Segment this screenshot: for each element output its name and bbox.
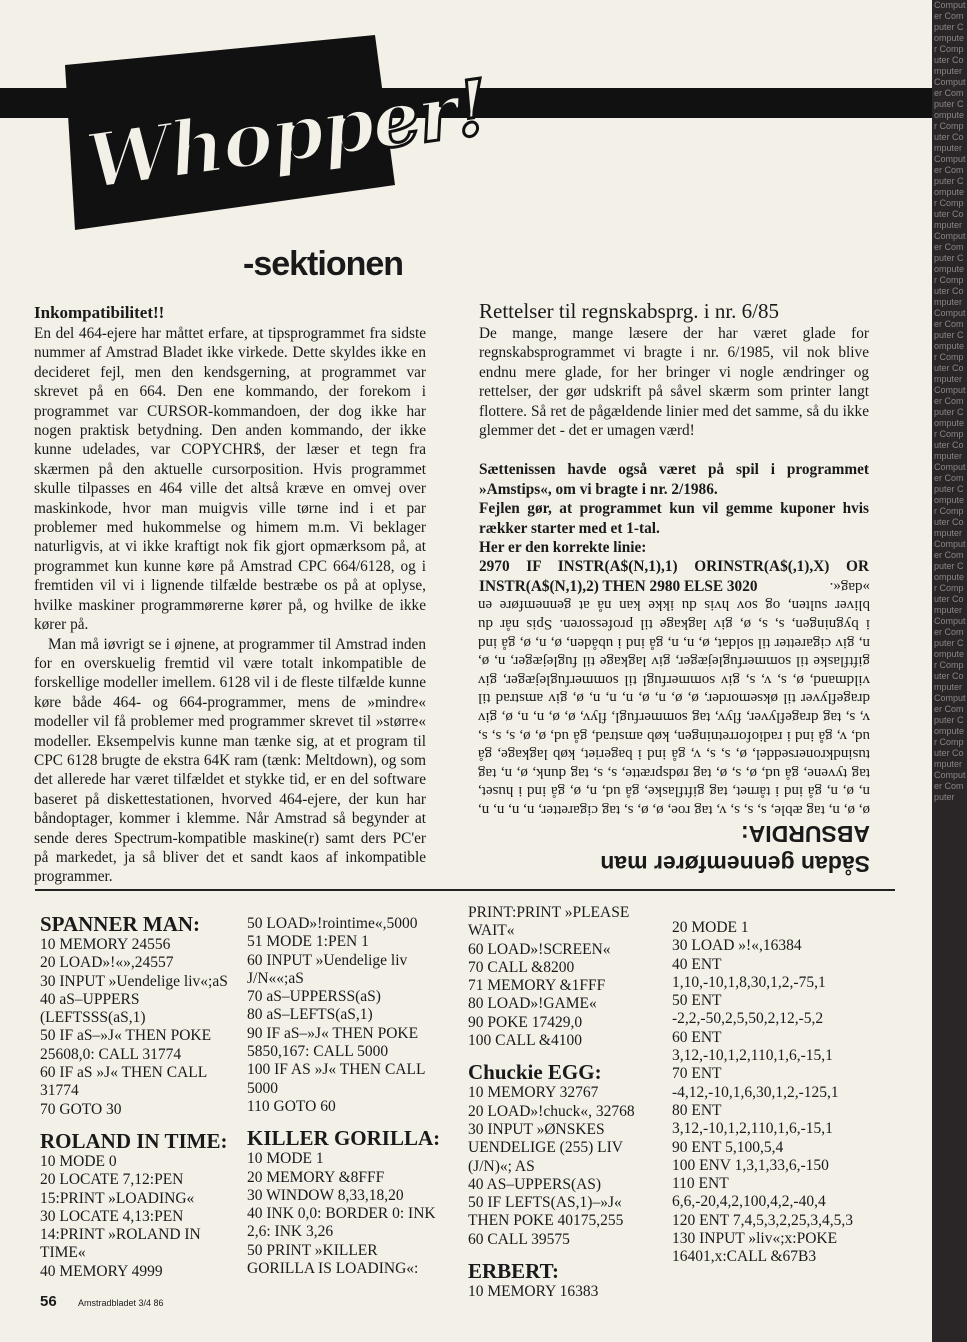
code-line: 100 IF AS »J« THEN CALL 5000	[247, 1061, 425, 1097]
program-title: ERBERT:	[468, 1259, 560, 1284]
code-line: 110 ENT 6,6,-20,4,2,100,4,2,-40,4	[672, 1175, 826, 1211]
right-article-title: Rettelser til regnskabsprg. i nr. 6/85	[479, 299, 779, 323]
code-line: 20 MEMORY &8FFF	[247, 1168, 385, 1186]
right-article-paragraph: De mange, mange læsere der har været glade for regnskabsprogrammet vi bragte i nr. 6/1985, vil nok blive endnu mere glade, for her bringer vi nogle ændringer og rettelser, der gør udskrift på såvel skærm som printer langt flottere. Så ret de pågældende linier med det samme, så du ikke glemmer det - det er umagen værd!	[479, 325, 869, 440]
program-column-1	[40, 912, 236, 1281]
code-line: 100 ENV 1,3,1,33,6,-150	[672, 1156, 829, 1174]
code-line: 60 LOAD»!SCREEN«	[468, 940, 611, 958]
code-line: 40 AS–UPPERS(AS)	[468, 1175, 602, 1193]
whopper-logo	[55, 35, 493, 230]
code-line: 60 IF aS »J« THEN CALL 31774	[40, 1064, 207, 1100]
program-column-3	[468, 904, 664, 1301]
upside-down-solution	[478, 577, 870, 879]
code-line: 60 INPUT »Uendelige liv J/N««;aS	[247, 951, 408, 987]
right-article	[479, 298, 869, 596]
code-line: 50 IF aS–»J« THEN POKE 25608,0: CALL 31774	[40, 1027, 212, 1063]
code-line: 130 INPUT »liv«;x:POKE 16401,x:CALL &67B3	[672, 1230, 838, 1266]
program-title: Chuckie EGG:	[468, 1060, 602, 1085]
code-line: 51 MODE 1:PEN 1	[247, 933, 369, 951]
logo-title: Whopper!	[80, 62, 493, 207]
code-line: 71 MEMORY &1FFF	[468, 977, 606, 995]
code-line: 60 CALL 39575	[468, 1230, 570, 1248]
code-line: 80 LOAD»!GAME«	[468, 995, 597, 1013]
correction-note: Her er den korrekte linie:	[479, 539, 647, 557]
code-line: 110 GOTO 60	[247, 1097, 336, 1115]
code-line: 30 LOCATE 4,13:PEN 14:PRINT »ROLAND IN TIME«	[40, 1207, 201, 1262]
program-title: KILLER GORILLA:	[247, 1126, 441, 1151]
code-line: 80 aS–LEFTS(aS,1)	[247, 1006, 373, 1024]
program-title: SPANNER MAN:	[40, 912, 201, 936]
code-line: 50 LOAD»!rointime«,5000	[247, 915, 418, 932]
correction-note: Sættenissen havde også været på spil i programmet »Amstips«, om vi bragte i nr. 2/1986.	[479, 461, 869, 498]
code-line: 30 INPUT »ØNSKES UENDELIGE (255) LIV (J/N)«; AS	[468, 1120, 623, 1175]
correction-code: 2970 IF INSTR(A$(N,1),1) ORINSTR(A$(,1),X) OR INSTR(A$(N,1),2) THEN 2980 ELSE 3020	[479, 558, 869, 595]
code-line: 70 GOTO 30	[40, 1100, 122, 1118]
code-line: 50 PRINT »KILLER GORILLA IS LOADING«:	[247, 1241, 419, 1278]
correction-note: Fejlen gør, at programmet kun vil gemme kuponer hvis rækker starter med et 1-tal.	[479, 500, 869, 537]
code-line: 70 aS–UPPERSS(aS)	[247, 988, 381, 1006]
code-line: 50 IF LEFTS(AS,1)–»J« THEN POKE 40175,255	[468, 1194, 624, 1230]
code-line: 30 WINDOW 8,33,18,20	[247, 1186, 404, 1204]
code-line: 10 MEMORY 16383	[468, 1283, 599, 1301]
code-line: 20 MODE 1	[672, 919, 749, 936]
code-line: 10 MEMORY 24556	[40, 936, 171, 953]
left-article-paragraph: En del 464-ejere har måttet erfare, at tipsprogrammet fra sidste nummer af Amstrad Bladet ikke virkede. Dette skyldes ikke en decideret fejl, men den kendsgerning, at programmet var skrevet på en 664. Den ene kommando, der forekom i programmet var CURSOR-kommandoen, der dog ikke har nogen praktisk betydning. Den anden kommando, der ikke kunne udelades, var COPYCHR$, der læser et tegn fra skærmen på den aktuelle cursorposition. Hvis programmet skulle tilpasses en 464 ville det altså kræve en omvej over maskinkode, hvor man muigvis ville tørne ind i et par problemer med hukommelse og himem m.m. Vi beklager naturligvis, at vi ikke kraftigt nok fik gjort opmærksom på, at programmet kun kunne køre på Amstrad CPC 664/6128, og i fremtiden vil vi i lignende tilfælde bestræbe os på at oplyse, hvilke maskiner programmørerne kører på, og hvilke de ikke kører på.	[34, 325, 426, 634]
solution-text: ø, ø, n, tag æble, s, s, s, v, tag roe, ø, ø, s, tag cigaretter, n, n, n, n, n, ø, n, gå ind i tårnet, tag giftflaske, gå ud, n, ø, gå ind i huset, tag tyvene, gå ud, ø, s, ø, tag rødsprætte, s, s, tag dunk, ø, n, tag tusindkronerseddel, ø, s, s, v, gå ind i bageriet, køb lagkage, gå ud, v, gå ind i radioforretningen, køb amstrad, gå ud, ø, ø, s, s, s, v, s, tag drageflyver, flyv, tag sommerfugl, flyv, ø, ø, n, n, ø, giv drageflyver til øksemorder, ø, ø, n, ø, n, n, n, ø, giv amstrad til vildmand, ø, s, v, s, giv sommerfugl til sommerfuglejæger, giv giftflaske til sommerfuglejæger, giv lagkage til fuglejæger, n, ø, n, giv cigaretter til soldat, ø, n, n, gå ind i ubåden, ø, n, ø, gå ind i bygningen, s, s, ø, giv lagkage til professoren. Spis når du bliver sulten, og sov hvis du ikke kan nå at gennemføre en »dag«.	[478, 578, 870, 818]
code-line: 10 MODE 1	[247, 1150, 324, 1168]
code-line: PRINT:PRINT »PLEASE WAIT«	[468, 904, 630, 940]
code-line: 90 ENT 5,100,5,4	[672, 1138, 784, 1156]
code-line: 20 LOCATE 7,12:PEN 15:PRINT »LOADING«	[40, 1171, 195, 1207]
code-line: 60 ENT 3,12,-10,1,2,110,1,6,-15,1	[672, 1028, 833, 1065]
code-line: 100 CALL &4100	[468, 1032, 582, 1050]
divider	[35, 889, 895, 891]
code-line: 50 ENT -2,2,-50,2,5,50,2,12,-5,2	[672, 992, 824, 1028]
left-article	[34, 302, 426, 887]
left-article-paragraph: Man må iøvrigt se i øjnene, at programmer til Amstrad inden for en overskuelig fremtid vil være totalt inkompatible de forskellige modeller imellem. 6128 vil i de fleste tilfælde kunne køre både 464- og 664-programmer, mens de »mindre« modeller vil få problemer med programmer skrevet til »større« modeller. Eksempelvis kunne man tænke sig, at et program til CPC 6128 brugte de ekstra 64K ram (tænk: Meltdown), og som det allerede har været tilfældet et stykke tid, er en del software baseret på diskettestationen, hvorved 464-ejere, der kun har båndoptager, kommer i klemme. Når Amstrad så begynder at sende deres Spectrum-kompatible maskine(r) samt ders PC'er på markedet, ja så bliver det et sandt kaos af inkompatible programmer.	[34, 635, 426, 886]
code-line: 40 MEMORY 4999	[40, 1262, 163, 1280]
code-line: 40 ENT 1,10,-10,1,8,30,1,2,-75,1	[672, 955, 826, 991]
code-line: 10 MEMORY 32767	[468, 1084, 599, 1102]
code-line: 10 MODE 0	[40, 1152, 117, 1170]
binding-spine	[932, 0, 967, 1342]
code-line: 80 ENT 3,12,-10,1,2,110,1,6,-15,1	[672, 1101, 833, 1138]
code-line: 120 ENT 7,4,5,3,2,25,3,4,5,3	[672, 1211, 853, 1229]
code-line: 70 CALL &8200	[468, 958, 575, 976]
spine-text: Computer Computer Computer Computer Computer Computer Computer Computer Computer Computer Computer Computer Computer Computer Computer Computer Computer Computer Computer Computer Computer Computer Computer Computer Computer Computer Computer Computer Computer Computer Computer Computer Computer Computer Computer Computer Computer Computer Computer Computer Computer Computer Computer Computer Computer Computer Computer Computer Computer Computer Computer Computer	[934, 0, 966, 802]
program-column-4	[672, 919, 868, 1267]
page-number: 56	[40, 1293, 57, 1310]
code-line: 40 INK 0,0: BORDER 0: INK 2,6: INK 3,26	[247, 1205, 436, 1241]
code-line: 90 POKE 17429,0	[468, 1013, 583, 1031]
code-line: 30 INPUT »Uendelige liv«;aS	[40, 972, 228, 990]
code-line: 70 ENT -4,12,-10,1,6,30,1,2,-125,1	[672, 1065, 839, 1101]
code-line: 40 aS–UPPERS (LEFTSSS(aS,1)	[40, 990, 146, 1027]
solution-title: Sådan gennemfører man ABSURDIA:	[600, 821, 870, 877]
section-subtitle: -sektionen	[243, 245, 404, 283]
program-title: ROLAND IN TIME:	[40, 1128, 228, 1153]
code-line: 30 LOAD »!«,16384	[672, 937, 802, 955]
code-line: 90 IF aS–»J« THEN POKE 5850,167: CALL 5000	[247, 1024, 419, 1061]
code-line: 20 LOAD»!chuck«, 32768	[468, 1102, 635, 1120]
code-line: 20 LOAD»!«»,24557	[40, 954, 174, 972]
magazine-name: Amstradbladet 3/4 86	[78, 1298, 164, 1308]
left-article-title: Inkompatibilitet!!	[34, 303, 165, 322]
program-column-2	[247, 915, 443, 1278]
